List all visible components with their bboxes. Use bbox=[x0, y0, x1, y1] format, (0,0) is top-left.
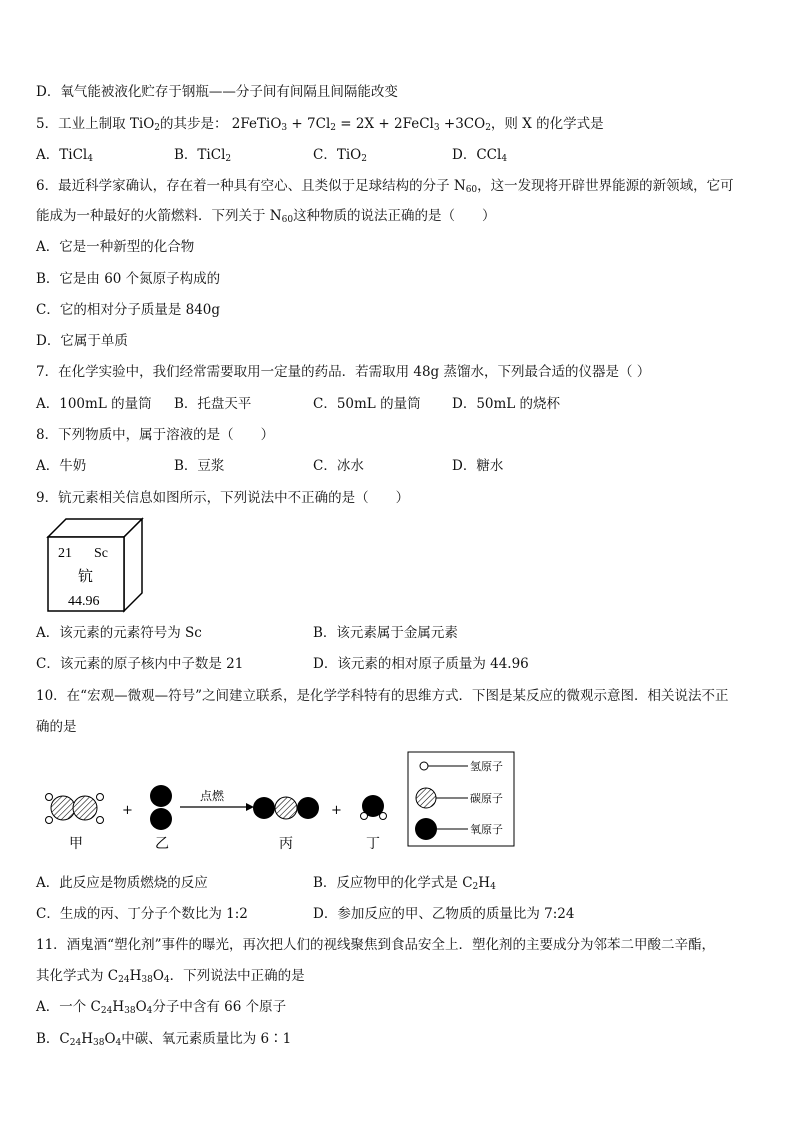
q7-stem: 7．在化学实验中，我们经常需要取用一定量的药品．若需取用 48g 蒸馏水，下列最合适的仪器是（ ） bbox=[36, 364, 651, 380]
q6-option-b: B．它是由 60 个氮原子构成的 bbox=[36, 271, 221, 287]
q10-option-b: B．反应物甲的化学式是 $C_2H_4$ bbox=[313, 875, 496, 892]
q7-option-a: A．100mL 的量筒 bbox=[36, 396, 152, 412]
label-bing: 丙 bbox=[279, 836, 293, 852]
atomic-number: 21 bbox=[58, 546, 72, 561]
q4-option-d: D．氧气能被液化贮存于钢瓶——分子间有间隔且间隔能改变 bbox=[36, 84, 398, 100]
q9-option-a: A．该元素的元素符号为 Sc bbox=[36, 625, 202, 641]
label-ding: 丁 bbox=[366, 836, 380, 852]
plus-sign-2: + bbox=[331, 803, 342, 818]
legend-oxygen: 氧原子 bbox=[470, 823, 503, 836]
q9-stem: 9．钪元素相关信息如图所示，下列说法中不正确的是（ ） bbox=[36, 490, 410, 506]
q6-option-a: A．它是一种新型的化合物 bbox=[36, 239, 195, 255]
q9-option-c: C．该元素的原子核内中子数是 21 bbox=[36, 656, 244, 672]
q8-option-c: C．冰水 bbox=[313, 458, 364, 474]
q7-option-b: B．托盘天平 bbox=[174, 396, 252, 412]
q8-option-a: A．牛奶 bbox=[36, 458, 87, 474]
q10-option-d: D．参加反应的甲、乙物质的质量比为 7:24 bbox=[313, 906, 575, 922]
label-yi: 乙 bbox=[155, 836, 169, 852]
molecule-jia bbox=[46, 794, 104, 824]
q6-option-d: D．它属于单质 bbox=[36, 333, 128, 349]
molecule-bing bbox=[253, 797, 319, 819]
scandium-element-tile bbox=[44, 515, 146, 613]
q11-option-a: A．一个 $C_{24}H_{38}O_4$分子中含有 66 个原子 bbox=[36, 999, 287, 1016]
q9-option-d: D．该元素的相对原子质量为 44.96 bbox=[313, 656, 529, 672]
molecule-yi bbox=[150, 785, 172, 830]
element-name: 钪 bbox=[78, 567, 94, 585]
label-jia: 甲 bbox=[69, 836, 83, 852]
legend bbox=[408, 752, 514, 846]
q5-option-a: A．TiCl$_4$ bbox=[36, 147, 93, 164]
reaction-diagram bbox=[40, 750, 520, 860]
q11-stem-line1: 11．酒鬼酒“塑化剂”事件的曝光，再次把人们的视线聚焦到食品安全上．塑化剂的主要成分为邻苯二甲酸二辛酯， bbox=[36, 937, 715, 953]
q5-stem: 5．工业上制取 TiO$_2$的其步是： 2FeTiO$_3$ + $7Cl_2 = 2X$ + 2FeCl$_3$ $+3CO_2$，则 X 的化学式是 bbox=[36, 116, 604, 133]
q11-option-b: B．$C_{24}H_{38}O_4$中碳、氧元素质量比为 6∶1 bbox=[36, 1031, 292, 1048]
q10-stem-line2: 确的是 bbox=[36, 719, 77, 735]
q7-option-c: C．50mL 的量筒 bbox=[313, 396, 421, 412]
atomic-mass: 44.96 bbox=[68, 594, 100, 609]
q8-stem: 8．下列物质中，属于溶液的是（ ） bbox=[36, 427, 275, 443]
reaction-arrow bbox=[180, 803, 254, 811]
element-symbol: Sc bbox=[94, 546, 108, 561]
q8-option-b: B．豆浆 bbox=[174, 458, 225, 474]
q7-option-d: D．50mL 的烧杯 bbox=[452, 396, 561, 412]
legend-carbon: 碳原子 bbox=[470, 792, 503, 805]
q10-option-a: A．此反应是物质燃烧的反应 bbox=[36, 875, 208, 891]
q6-stem-line1: 6．最近科学家确认，存在着一种具有空心、且类似于足球结构的分子 $N_{60}$，这一发现将开辟世界能源的新领域，它可 bbox=[36, 178, 734, 195]
q10-stem-line1: 10．在“宏观—微观—符号”之间建立联系，是化学学科特有的思维方式．下图是某反应的微观示意图．相关说法不正 bbox=[36, 688, 729, 704]
q11-stem-line2: 其化学式为 $C_{24}H_{38}O_4$．下列说法中正确的是 bbox=[36, 968, 305, 985]
legend-hydrogen: 氢原子 bbox=[470, 760, 503, 773]
q5-option-d: D．CCl$_4$ bbox=[452, 147, 508, 164]
q5-option-c: C．TiO$_2$ bbox=[313, 147, 367, 164]
q10-option-c: C．生成的丙、丁分子个数比为 1:2 bbox=[36, 906, 248, 922]
q9-option-b: B．该元素属于金属元素 bbox=[313, 625, 458, 641]
molecule-ding bbox=[361, 795, 387, 820]
q5-option-b: B．TiCl$_2$ bbox=[174, 147, 232, 164]
q8-option-d: D．糖水 bbox=[452, 458, 504, 474]
q6-stem-line2: 能成为一种最好的火箭燃料．下列关于 $N_{60}$这种物质的说法正确的是（ ） bbox=[36, 208, 496, 225]
plus-sign-1: + bbox=[122, 803, 133, 818]
q6-option-c: C．它的相对分子质量是 840g bbox=[36, 302, 221, 318]
reaction-condition: 点燃 bbox=[200, 789, 225, 803]
